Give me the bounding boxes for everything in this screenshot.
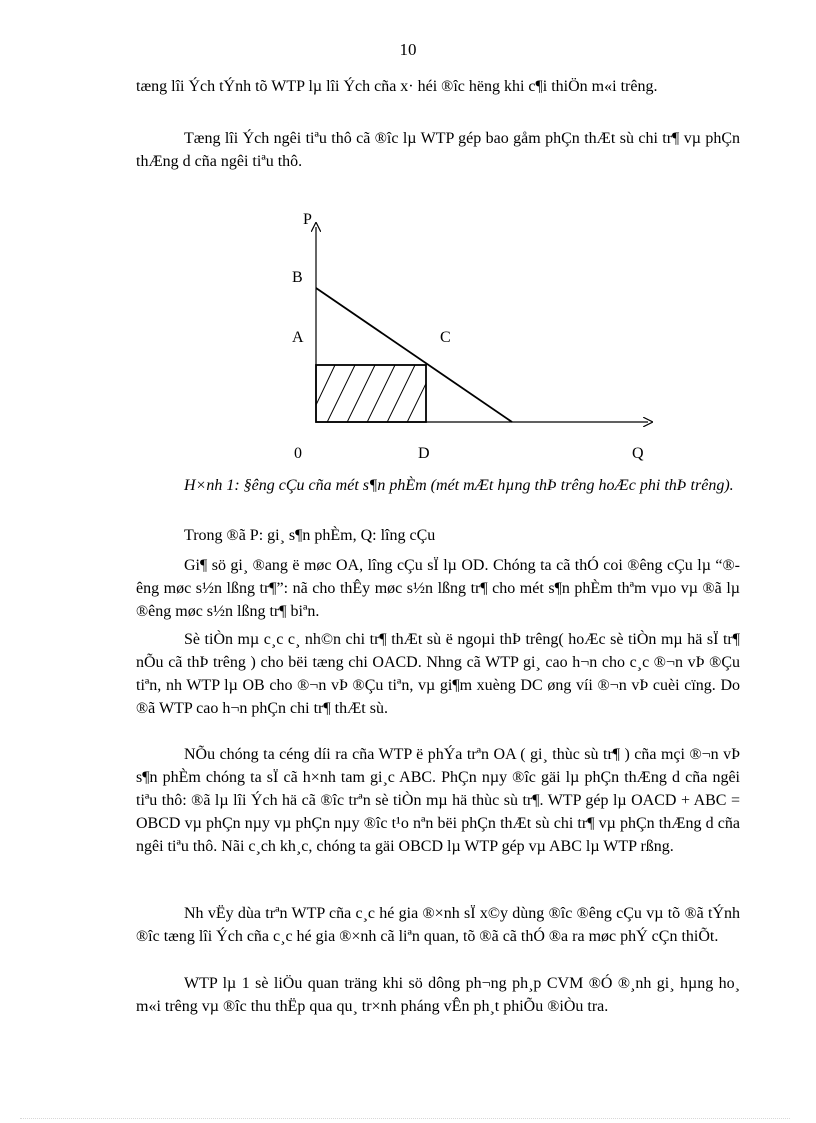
- paragraph-8: WTP lµ 1 sè liÖu quan träng khi sö dông ph¬ng ph¸p CVM ®Ó ®¸nh gi¸ hµng ho¸ m«i trêng vµ ®îc thu thËp qua qu¸ tr×nh pháng vÊn ph¸t phiÕu ®iÒu tra.: [136, 975, 740, 1015]
- paragraph-7: Nh vËy dùa trªn WTP cña c¸c hé gia ®×nh sÏ x©y dùng ®îc ®êng cÇu vµ tõ ®ã tÝnh ®îc tæng lîi Ých cña c¸c hé gia ®×nh cã liªn quan, tõ ®ã cã thÓ ®a ra møc phÝ cÇn thiÕt.: [136, 905, 740, 945]
- paragraph-5: Sè tiÒn mµ c¸c c¸ nh©n chi tr¶ thÆt sù ë ngoµi thÞ trêng( hoÆc sè tiÒn mµ hä sÏ tr¶ nÕu cã thÞ trêng ) cho bëi tæng chi OACD. Nhng cã WTP gi¸ cao h¬n cho c¸c ®¬n vÞ ®Çu tiªn, nh WTP lµ OB cho ®¬n vÞ ®Çu tiªn, vµ gi¶m xuèng DC øng víi ®¬n vÞ cuèi cïng. Do ®ã WTP cao h¬n phÇn chi tr¶ thÆt sù.: [136, 631, 740, 717]
- label-a: A: [292, 329, 304, 346]
- label-c: C: [440, 329, 451, 346]
- figure-caption: H×nh 1: §êng cÇu cña mét s¶n phÈm (mét mÆt hµng thÞ trêng hoÆc phi thÞ trêng).: [184, 477, 734, 494]
- paragraph-2: Tæng lîi Ých ngêi tiªu thô cã ®îc lµ WTP gép bao gåm phÇn thÆt sù chi tr¶ vµ phÇn thÆng d cña ngêi tiªu thô.: [136, 130, 740, 170]
- demand-curve-line: [316, 288, 512, 422]
- paragraph-1: tæng lîi Ých tÝnh tõ WTP lµ lîi Ých cña x· héi ®îc hëng khi c¶i thiÖn m«i trêng.: [136, 78, 658, 95]
- label-p: P: [303, 211, 312, 228]
- paragraph-6: NÕu chóng ta céng díi ra cña WTP ë phÝa trªn OA ( gi¸ thùc sù tr¶ ) cña mçi ®¬n vÞ s¶n phÈm chóng ta sÏ cã h×nh tam gi¸c ABC. PhÇn nµy ®îc gäi lµ phÇn thÆng d cña ngêi tiªu thô: ®ã lµ lîi Ých hä cã ®îc trªn sè tiÒn mµ hä thùc sù tr¶. WTP gép lµ OACD + ABC = OBCD vµ phÇn nµy vµ phÇn nµy ®îc t¹o nªn bëi phÇn thÆt sù chi tr¶ vµ phÇn thÆng d cña ngêi tiªu thô. Nãi c¸ch kh¸c, chóng ta gäi OBCD lµ WTP gép vµ ABC lµ WTP rßng.: [136, 746, 740, 855]
- page-number: 10: [399, 40, 417, 59]
- label-d: D: [418, 445, 430, 462]
- label-b: B: [292, 269, 303, 286]
- label-o: 0: [294, 445, 302, 462]
- demand-curve-figure: [280, 205, 660, 470]
- demand-curve-diagram: [280, 205, 660, 470]
- footer-divider: [20, 1118, 790, 1119]
- hatched-area: [316, 365, 455, 445]
- label-q: Q: [632, 445, 644, 462]
- paragraph-4: Gi¶ sö gi¸ ®ang ë møc OA, lîng cÇu sÏ lµ OD. Chóng ta cã thÓ coi ®êng cÇu lµ “®êng møc s½n lßng tr¶”: nã cho thÊy møc s½n lßng tr¶ cho mét s¶n phÈm thªm vµo vµ ®ã lµ ®êng møc s½n lßng tr¶ biªn.: [136, 557, 740, 620]
- paragraph-3: Trong ®ã P: gi¸ s¶n phÈm, Q: lîng cÇu: [184, 527, 436, 544]
